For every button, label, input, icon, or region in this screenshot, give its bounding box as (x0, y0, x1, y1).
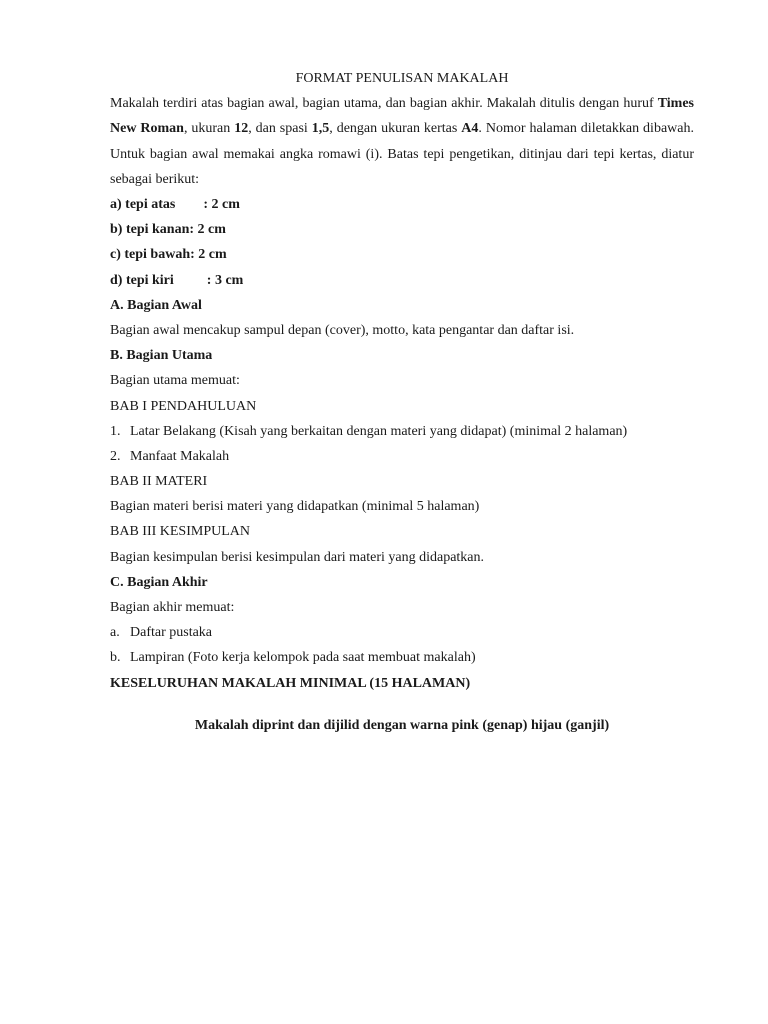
list-item (110, 645, 694, 670)
margin-value: : 3 cm (206, 272, 244, 288)
margin-item-bottom (110, 242, 694, 267)
section-a-text: Bagian awal mencakup sampul depan (cover), motto, kata pengantar dan daftar isi. (110, 322, 575, 338)
paper-size: A4 (461, 121, 479, 137)
margin-item-left (110, 268, 694, 293)
list-item-text: Daftar pustaka (130, 625, 213, 641)
section-b-intro: Bagian utama memuat: (110, 373, 240, 389)
margin-value: : 2 cm (203, 197, 240, 212)
bab2-heading: BAB II MATERI (110, 474, 208, 490)
list-item-number: 1. (110, 423, 121, 439)
intro-text-1: Makalah terdiri atas bagian awal, bagian utama, dan bagian akhir. Makalah ditulis dengan huruf (110, 96, 658, 112)
section-b-heading: B. Bagian Utama (110, 348, 213, 364)
document-title: FORMAT PENULISAN MAKALAH (295, 71, 509, 86)
summary-line: KESELURUHAN MAKALAH MINIMAL (15 HALAMAN) (110, 675, 471, 691)
margin-item-top (110, 192, 694, 217)
section-a-heading: A. Bagian Awal (110, 297, 202, 313)
list-item (110, 620, 694, 645)
list-item-number: b. (110, 650, 121, 666)
section-c-intro: Bagian akhir memuat: (110, 600, 235, 615)
list-item-number: 2. (110, 448, 121, 464)
list-item-text: Lampiran (Foto kerja kelompok pada saat membuat makalah) (130, 650, 476, 666)
intro-text-3: , dan spasi (248, 121, 312, 137)
list-item-text: Manfaat Makalah (130, 448, 230, 464)
margin-value: : 2 cm (190, 247, 227, 263)
margin-label: d) tepi kiri (110, 272, 174, 288)
document-content (110, 66, 694, 738)
intro-text-4: , dengan ukuran kertas (329, 121, 462, 137)
font-name: Times New Roman (110, 96, 694, 137)
bab2-text: Bagian materi berisi materi yang didapatkan (minimal 5 halaman) (110, 499, 480, 515)
list-item-text: Latar Belakang (Kisah yang berkaitan dengan materi yang didapat) (minimal 2 halaman) (130, 423, 628, 439)
margin-item-right (110, 217, 694, 242)
spacer (110, 696, 694, 713)
list-item-number: a. (110, 625, 120, 641)
margin-value: : 2 cm (189, 222, 226, 238)
intro-paragraph (110, 91, 694, 192)
margin-label: b) tepi kanan (110, 222, 190, 238)
section-c-heading: C. Bagian Akhir (110, 574, 208, 590)
intro-text-2: , ukuran (183, 121, 235, 137)
print-note: Makalah diprint dan dijilid dengan warna pink (genap) hijau (ganjil) (194, 717, 610, 733)
font-size: 12 (234, 121, 249, 137)
line-spacing: 1,5 (311, 121, 330, 137)
bab3-text: Bagian kesimpulan berisi kesimpulan dari materi yang didapatkan. (110, 549, 485, 565)
list-item (110, 419, 694, 444)
margin-label: a) tepi atas (110, 197, 176, 212)
margin-label: c) tepi bawah (110, 247, 191, 263)
intro-text-5: . Nomor halaman diletakkan dibawah. Untuk bagian awal memakai angka romawi (i). Batas tepi pengetikan, ditinjau dari tepi kertas, diatur sebagai berikut: (110, 121, 694, 187)
bab3-heading: BAB III KESIMPULAN (110, 524, 250, 540)
list-item (110, 444, 694, 469)
bab1-heading: BAB I PENDAHULUAN (110, 398, 257, 414)
